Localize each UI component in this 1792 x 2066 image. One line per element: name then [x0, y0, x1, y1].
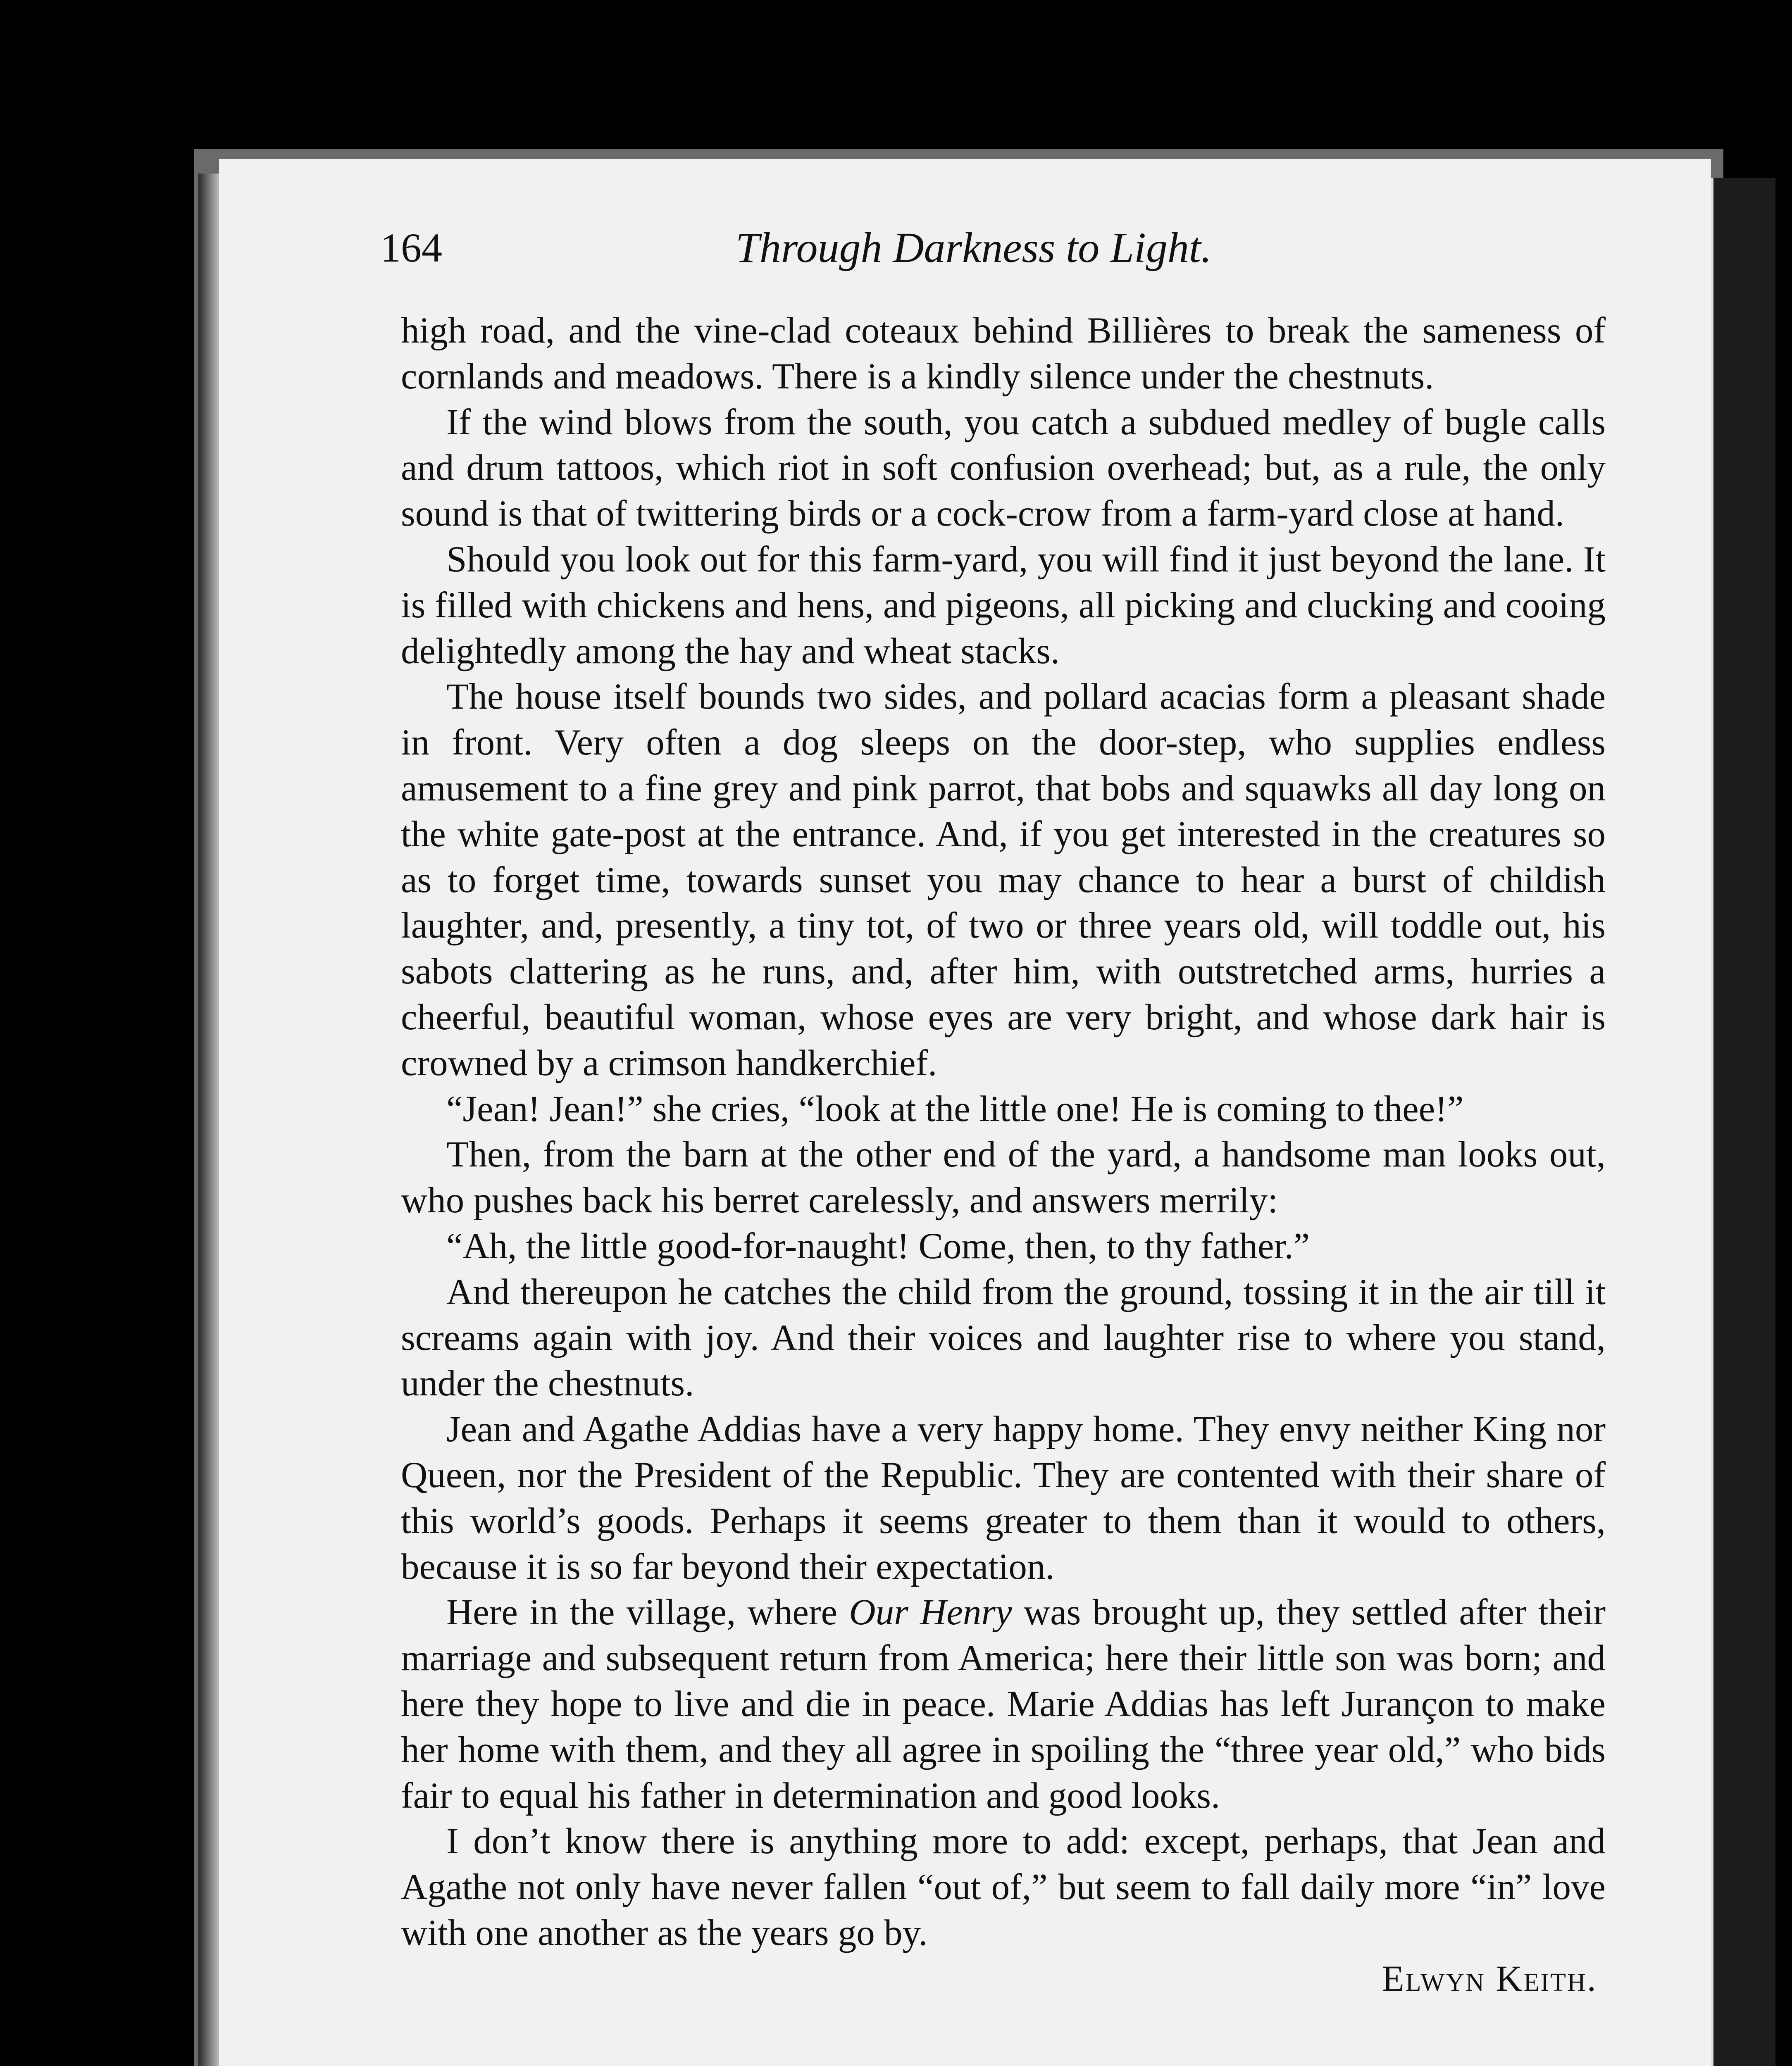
paragraph-10 — [401, 1590, 1606, 1818]
paragraph-4: The house itself bounds two sides, and pollard acacias form a pleasant shade in front. Very often a dog sleeps on the door-step, who supplies endless amusement to a fine grey and pink parrot, that bobs and squawks all day long on the white gate-post at the entrance. And, if you get interested in the creatures so as to forget time, towards sunset you may chance to hear a burst of childish laughter, and, presently, a tiny tot, of two or three years old, will toddle out, his sabots clattering as he runs, and, after him, with outstretched arms, hurries a cheerful, beautiful woman, whose eyes are very bright, and whose dark hair is crowned by a crimson handkerchief. — [401, 676, 1606, 1083]
paragraph-9: Jean and Agathe Addias have a very happy home. They envy neither King nor Queen, nor the President of the Republic. They are contented with their share of this world’s goods. Perhaps it seems greater to them than it would to others, because it is so far beyond their expectation. — [401, 1409, 1606, 1587]
italic-our-henry: Our Henry — [849, 1592, 1012, 1633]
paragraph-7-dialogue: “Ah, the little good-for-naught! Come, then, to thy father.” — [446, 1226, 1310, 1266]
paragraph-3: Should you look out for this farm-yard, you will find it just beyond the lane. It is filled with chickens and hens, and pigeons, all picking and clucking and cooing delightedly among the hay and wheat stacks. — [401, 539, 1606, 671]
running-title: Through Darkness to Light. — [736, 224, 1212, 271]
paragraph-10-end: was brought up, they settled after their marriage and subsequent return from America; here their little son was born; and here they hope to live and die in peace. Marie Addias has left Jurançon to make her home with them, and they all agree in spoiling the “three year old,” who bids fair to equal his father in determination and good looks. — [401, 1592, 1606, 1816]
book-gutter — [198, 174, 219, 2066]
paragraph-11: I don’t know there is anything more to add: except, perhaps, that Jean and Agathe not only have never fallen “out of,” but seem to fall daily more “in” love with one another as the years go by. — [401, 1821, 1606, 1953]
paragraph-2: If the wind blows from the south, you catch a subdued medley of bugle calls and drum tattoos, which riot in soft confusion overhead; but, as a rule, the only sound is that of twittering birds or a cock-crow from a farm-yard close at hand. — [401, 402, 1606, 534]
paragraph-8: And thereupon he catches the child from the ground, tossing it in the air till it screams again with joy. And their voices and laughter rise to where you stand, under the chestnuts. — [401, 1271, 1606, 1404]
body-text — [401, 308, 1606, 2002]
author-signature: Elwyn Keith. — [1382, 1958, 1597, 1999]
book-page — [219, 159, 1711, 2066]
paragraph-5-dialogue: “Jean! Jean!” she cries, “look at the little one! He is coming to thee!” — [446, 1088, 1464, 1129]
paragraph-1: high road, and the vine-clad coteaux behind Billières to break the sameness of cornlands and meadows. There is a kindly silence under the chestnuts. — [401, 310, 1606, 397]
next-page-edge — [1711, 178, 1775, 2066]
paragraph-10-start: Here in the village, where — [446, 1592, 849, 1633]
page-number: 164 — [380, 225, 442, 271]
paragraph-6: Then, from the barn at the other end of the yard, a handsome man looks out, who pushes back his berret carelessly, and answers merrily: — [401, 1134, 1606, 1221]
page-header — [219, 217, 1711, 279]
